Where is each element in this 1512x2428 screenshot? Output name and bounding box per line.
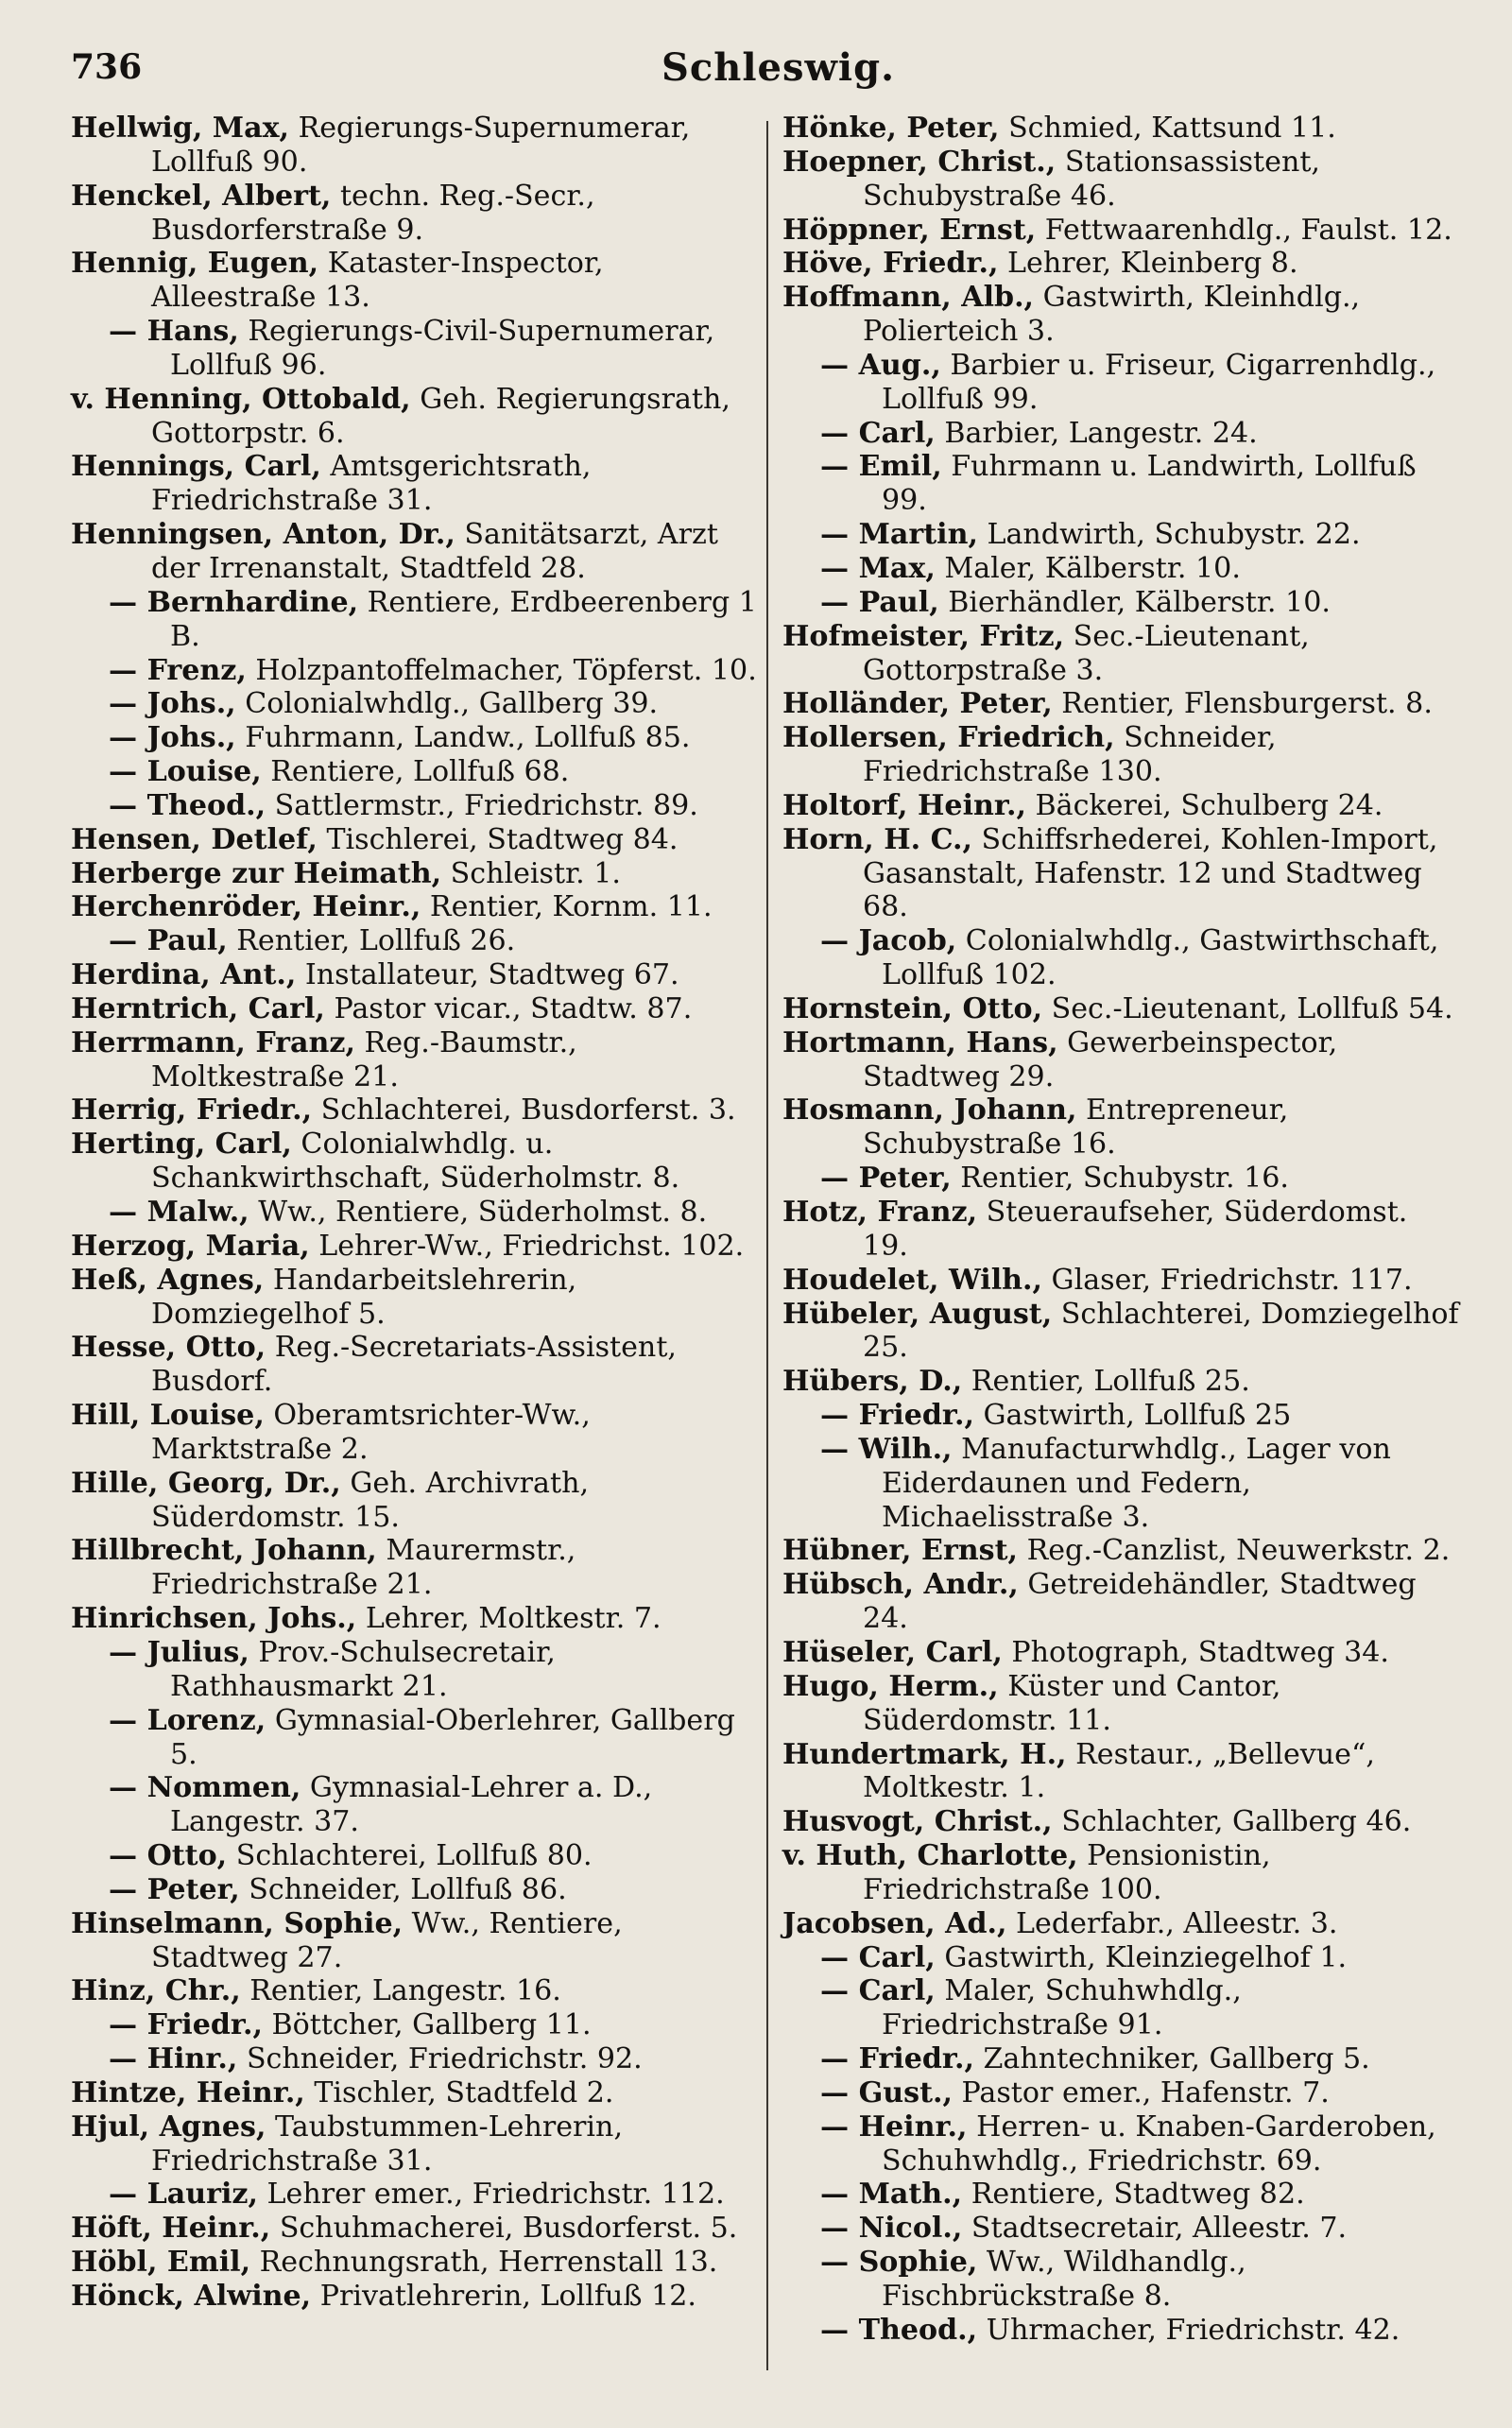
- entry-name: — Heinr.,: [820, 2109, 968, 2144]
- entry-details: Schlachterei, Busdorferst. 3.: [312, 1093, 736, 1128]
- entry-details: Schlachter, Gallberg 46.: [1052, 1805, 1412, 1839]
- entry-name: Hinrichsen, Johs.,: [71, 1602, 357, 1636]
- left-column: [71, 112, 761, 2314]
- directory-entry: [71, 1128, 761, 1196]
- entry-details: Rentiere, Lollfuß 68.: [261, 755, 570, 789]
- entry-name: — Friedr.,: [820, 1399, 974, 1433]
- entry-details: Schlachterei, Domziegelhof 25.: [863, 1297, 1459, 1365]
- entry-details: Schneider, Lollfuß 86.: [239, 1872, 567, 1906]
- entry-name: Hübsch, Andr.,: [782, 1568, 1019, 1602]
- entry-name: — Frenz,: [109, 653, 247, 687]
- column-divider: [766, 121, 768, 2370]
- entry-name: Hübers, D.,: [782, 1365, 963, 1399]
- entry-name: — Aug.,: [820, 348, 941, 382]
- entry-details: Colonialwhdlg., Gastwirthschaft, Lollfuß 102.: [882, 924, 1439, 992]
- entry-details: Sanitätsarzt, Arzt der Irrenanstalt, Stadtfeld 28.: [151, 518, 718, 585]
- directory-entry: [782, 1941, 1459, 1975]
- entry-details: Kataster-Inspector, Alleestraße 13.: [151, 247, 604, 315]
- entry-details: Handarbeitslehrerin, Domziegelhof 5.: [151, 1263, 577, 1331]
- entry-name: Herberge zur Heimath,: [71, 856, 442, 890]
- directory-entry: [782, 146, 1459, 214]
- entry-name: Hennig, Eugen,: [71, 247, 319, 281]
- entry-name: Hintze, Heinr.,: [71, 2075, 305, 2109]
- entry-name: Hellwig, Max,: [71, 112, 290, 145]
- entry-name: Heß, Agnes,: [71, 1263, 265, 1297]
- entry-details: techn. Reg.-Secr., Busdorferstraße 9.: [151, 179, 595, 247]
- directory-entry: [782, 1974, 1459, 2042]
- entry-details: Reg.-Canzlist, Neuwerkstr. 2.: [1018, 1534, 1451, 1568]
- entry-details: Rentier, Schubystr. 16.: [951, 1162, 1289, 1196]
- directory-entry: [71, 992, 761, 1026]
- entry-name: — Theod.,: [109, 788, 266, 822]
- entry-name: — Carl,: [820, 1940, 936, 1974]
- directory-entry: [782, 247, 1459, 281]
- directory-entry: [71, 1636, 761, 1704]
- directory-entry: [71, 586, 761, 654]
- directory-entry: [71, 755, 761, 789]
- directory-entry: [71, 1230, 761, 1264]
- entry-details: Entrepreneur, Schubystraße 16.: [863, 1093, 1289, 1162]
- entry-details: Geh. Regierungsrath, Gottorpstr. 6.: [151, 382, 730, 450]
- entry-details: Schleistr. 1.: [441, 856, 621, 890]
- entry-details: Herren- u. Knaben-Garderoben, Schuhwhdlg., Friedrichstr. 69.: [882, 2109, 1436, 2178]
- entry-details: Landwirth, Schubystr. 22.: [977, 518, 1361, 552]
- entry-name: Hübner, Ernst,: [782, 1534, 1018, 1568]
- entry-details: Pastor vicar., Stadtw. 87.: [324, 991, 693, 1025]
- entry-details: Reg.-Baumstr., Moltkestraße 21.: [151, 1025, 577, 1093]
- directory-entry: [782, 450, 1459, 518]
- directory-entry: [782, 1534, 1459, 1568]
- entry-name: v. Henning, Ottobald,: [71, 382, 411, 416]
- entry-name: — Lauriz,: [109, 2178, 258, 2212]
- entry-details: Schneider, Friedrichstr. 92.: [237, 2042, 643, 2076]
- entry-details: Rentier, Langestr. 16.: [240, 1974, 561, 2008]
- entry-name: Hoffmann, Alb.,: [782, 281, 1035, 315]
- entry-details: Gastwirth, Lollfuß 25: [973, 1399, 1292, 1433]
- directory-entry: [782, 518, 1459, 552]
- directory-entry: [782, 586, 1459, 620]
- entry-name: — Hinr.,: [109, 2042, 238, 2076]
- entry-name: — Malw.,: [109, 1196, 249, 1229]
- entry-name: — Theod.,: [820, 2313, 978, 2347]
- directory-entry: [782, 349, 1459, 417]
- directory-entry: [782, 721, 1459, 789]
- directory-entry: [71, 857, 761, 891]
- entry-name: Herchenröder, Heinr.,: [71, 890, 421, 924]
- entry-name: — Bernhardine,: [109, 585, 359, 619]
- entry-details: Bierhändler, Kälberstr. 10.: [938, 585, 1331, 619]
- directory-entry: [71, 1839, 761, 1873]
- entry-name: — Johs.,: [109, 687, 236, 721]
- right-column: [782, 112, 1459, 2348]
- directory-entry: [782, 2178, 1459, 2212]
- entry-details: Küster und Cantor, Süderdomstr. 11.: [863, 1669, 1281, 1737]
- directory-entry: [71, 1196, 761, 1230]
- entry-name: Holländer, Peter,: [782, 687, 1053, 721]
- entry-details: Rechnungsrath, Herrenstall 13.: [250, 2246, 718, 2280]
- directory-entry: [71, 654, 761, 688]
- entry-name: Herdina, Ant.,: [71, 958, 297, 992]
- entry-name: Hill, Louise,: [71, 1399, 265, 1433]
- entry-details: Ww., Wildhandlg., Fischbrückstraße 8.: [882, 2246, 1246, 2313]
- directory-entry: [782, 1196, 1459, 1264]
- entry-name: Houdelet, Wilh.,: [782, 1263, 1042, 1297]
- entry-details: Prov.-Schulsecretair, Rathhausmarkt 21.: [170, 1635, 556, 1703]
- entry-details: Colonialwhdlg., Gallberg 39.: [235, 687, 659, 721]
- directory-entry: [782, 1298, 1459, 1366]
- entry-details: Lederfabr., Alleestr. 3.: [1006, 1906, 1338, 1940]
- entry-name: Höve, Friedr.,: [782, 247, 999, 281]
- entry-details: Amtsgerichtsrath, Friedrichstraße 31.: [151, 450, 592, 518]
- entry-details: Rentiere, Stadtweg 82.: [962, 2178, 1305, 2212]
- entry-details: Maler, Schuhwhdlg., Friedrichstraße 91.: [882, 1974, 1242, 2042]
- directory-entry: [782, 1636, 1459, 1670]
- entry-details: Taubstummen-Lehrerin, Friedrichstraße 31.: [151, 2109, 624, 2178]
- entry-details: Colonialwhdlg. u. Schankwirthschaft, Süderholmstr. 8.: [151, 1128, 680, 1196]
- entry-details: Regierungs-Civil-Supernumerar, Lollfuß 96.: [170, 315, 715, 382]
- entry-name: Hübeler, August,: [782, 1297, 1053, 1331]
- directory-entry: [71, 1771, 761, 1839]
- entry-name: — Johs.,: [109, 721, 236, 755]
- entry-name: Hosmann, Johann,: [782, 1093, 1077, 1128]
- entry-name: — Carl,: [820, 1974, 936, 2008]
- entry-name: Herzog, Maria,: [71, 1229, 310, 1263]
- entry-name: Hoepner, Christ.,: [782, 145, 1057, 179]
- entry-details: Gastwirth, Kleinhdlg., Polierteich 3.: [863, 281, 1361, 349]
- entry-details: Rentier, Lollfuß 25.: [962, 1365, 1250, 1399]
- directory-entry: [782, 2314, 1459, 2348]
- directory-entry: [782, 112, 1459, 146]
- entry-name: Henckel, Albert,: [71, 179, 332, 213]
- entry-name: — Jacob,: [820, 924, 957, 958]
- entry-name: Holtorf, Heinr.,: [782, 788, 1026, 822]
- entry-details: Schuhmacherei, Busdorferst. 5.: [270, 2212, 738, 2246]
- directory-entry: [71, 1704, 761, 1772]
- entry-details: Privatlehrerin, Lollfuß 12.: [311, 2280, 696, 2313]
- directory-entry: [71, 789, 761, 823]
- entry-name: Hofmeister, Fritz,: [782, 619, 1065, 653]
- entry-details: Fettwaarenhdlg., Faulst. 12.: [1036, 213, 1452, 247]
- directory-entry: [782, 2042, 1459, 2076]
- entry-name: — Carl,: [820, 416, 936, 450]
- directory-entry: [71, 958, 761, 992]
- entry-details: Installateur, Stadtweg 67.: [296, 958, 679, 992]
- directory-entry: [71, 1331, 761, 1399]
- directory-entry: [782, 1162, 1459, 1196]
- directory-entry: [782, 1433, 1459, 1535]
- directory-entry: [782, 789, 1459, 823]
- entry-name: — Max,: [820, 551, 936, 585]
- entry-details: Getreidehändler, Stadtweg 24.: [863, 1568, 1417, 1636]
- entry-details: Pastor emer., Hafenstr. 7.: [952, 2075, 1330, 2109]
- entry-name: — Paul,: [109, 924, 228, 958]
- directory-entry: [71, 1907, 761, 1975]
- entry-name: Husvogt, Christ.,: [782, 1805, 1053, 1839]
- entry-details: Gymnasial-Lehrer a. D., Langestr. 37.: [170, 1771, 653, 1839]
- entry-name: v. Huth, Charlotte,: [782, 1839, 1078, 1873]
- entry-details: Geh. Archivrath, Süderdomstr. 15.: [151, 1466, 590, 1534]
- entry-name: — Hans,: [109, 315, 239, 349]
- entry-details: Fuhrmann u. Landwirth, Lollfuß 99.: [882, 450, 1417, 518]
- entry-details: Sattlermstr., Friedrichstr. 89.: [266, 788, 698, 822]
- entry-details: Schiffsrhederei, Kohlen-Import, Gasanstalt, Hafenstr. 12 und Stadtweg 68.: [863, 822, 1438, 924]
- entry-details: Bäckerei, Schulberg 24.: [1025, 788, 1383, 822]
- entry-name: Herrmann, Franz,: [71, 1025, 355, 1059]
- directory-entry: [71, 890, 761, 924]
- entry-name: Hugo, Herm.,: [782, 1669, 999, 1703]
- directory-entry: [782, 1568, 1459, 1636]
- entry-name: Hönke, Peter,: [782, 112, 1000, 145]
- directory-entry: [71, 315, 761, 383]
- entry-name: Hensen, Detlef,: [71, 822, 318, 856]
- entry-details: Steueraufseher, Süderdomst. 19.: [863, 1196, 1408, 1263]
- entry-name: Höbl, Emil,: [71, 2246, 251, 2280]
- entry-details: Gewerbeinspector, Stadtweg 29.: [863, 1025, 1338, 1093]
- directory-entry: [782, 1093, 1459, 1162]
- directory-entry: [782, 2246, 1459, 2314]
- entry-name: — Lorenz,: [109, 1703, 266, 1737]
- directory-entry: [782, 417, 1459, 451]
- directory-entry: [71, 518, 761, 586]
- entry-details: Gymnasial-Oberlehrer, Gallberg 5.: [170, 1703, 735, 1771]
- directory-entry: [782, 1399, 1459, 1433]
- entry-details: Regierungs-Supernumerar, Lollfuß 90.: [151, 112, 691, 179]
- entry-details: Photograph, Stadtweg 34.: [1002, 1635, 1389, 1669]
- entry-details: Fuhrmann, Landw., Lollfuß 85.: [235, 721, 691, 755]
- entry-details: Oberamtsrichter-Ww., Marktstraße 2.: [151, 1399, 591, 1466]
- directory-entry: [71, 2212, 761, 2246]
- entry-details: Holzpantoffelmacher, Töpferst. 10.: [246, 653, 757, 687]
- entry-details: Tischlerei, Stadtweg 84.: [317, 822, 679, 856]
- entry-name: Hornstein, Otto,: [782, 991, 1043, 1025]
- directory-entry: [71, 2110, 761, 2178]
- entry-details: Schlachterei, Lollfuß 80.: [227, 1839, 593, 1873]
- entry-details: Lehrer emer., Friedrichstr. 112.: [257, 2178, 725, 2212]
- entry-name: — Friedr.,: [109, 2008, 263, 2042]
- entry-details: Lehrer, Kleinberg 8.: [998, 247, 1298, 281]
- entry-details: Sec.-Lieutenant, Gottorpstraße 3.: [863, 619, 1310, 687]
- entry-name: Horn, H. C.,: [782, 822, 972, 856]
- directory-entry: [782, 687, 1459, 721]
- entry-details: Gastwirth, Kleinziegelhof 1.: [935, 1940, 1348, 1974]
- entry-name: — Gust.,: [820, 2075, 953, 2109]
- page-number: 736: [71, 47, 143, 87]
- entry-name: Hillbrecht, Johann,: [71, 1534, 377, 1568]
- directory-entry: [71, 1974, 761, 2008]
- entry-details: Zahntechniker, Gallberg 5.: [973, 2042, 1370, 2076]
- directory-entry: [782, 552, 1459, 586]
- entry-name: Hennings, Carl,: [71, 450, 321, 484]
- directory-entry: [71, 1093, 761, 1128]
- entry-name: — Emil,: [820, 450, 942, 484]
- directory-entry: [71, 1602, 761, 1636]
- entry-name: Henningsen, Anton, Dr.,: [71, 518, 455, 552]
- entry-name: — Louise,: [109, 755, 262, 789]
- entry-name: — Martin,: [820, 518, 978, 552]
- entry-name: — Math.,: [820, 2178, 963, 2212]
- entry-name: Hollersen, Friedrich,: [782, 721, 1115, 755]
- entry-details: Lehrer, Moltkestr. 7.: [356, 1602, 662, 1636]
- entry-details: Stationsassistent, Schubystraße 46.: [863, 145, 1320, 213]
- directory-entry: [782, 1670, 1459, 1738]
- entry-name: Herting, Carl,: [71, 1128, 292, 1162]
- entry-name: Hinz, Chr.,: [71, 1974, 241, 2008]
- directory-entry: [782, 620, 1459, 688]
- page-header: [0, 0, 1512, 104]
- entry-details: Schmied, Kattsund 11.: [999, 112, 1336, 145]
- directory-entry: [71, 823, 761, 857]
- directory-entry: [71, 1399, 761, 1467]
- entry-details: Böttcher, Gallberg 11.: [262, 2008, 592, 2042]
- entry-details: Reg.-Secretariats-Assistent, Busdorf.: [151, 1331, 677, 1399]
- directory-entry: [782, 2110, 1459, 2178]
- entry-details: Rentier, Kornm. 11.: [421, 890, 713, 924]
- entry-details: Ww., Rentiere, Süderholmst. 8.: [249, 1196, 708, 1229]
- directory-entry: [71, 924, 761, 958]
- directory-entry: [782, 924, 1459, 992]
- entry-details: Rentier, Lollfuß 26.: [227, 924, 516, 958]
- directory-entry: [71, 2008, 761, 2042]
- directory-entry: [71, 1534, 761, 1602]
- entry-name: Hundertmark, H.,: [782, 1737, 1067, 1771]
- entry-name: — Peter,: [109, 1872, 240, 1906]
- entry-details: Lehrer-Ww., Friedrichst. 102.: [309, 1229, 745, 1263]
- directory-entry: [782, 1805, 1459, 1839]
- entry-name: Hortmann, Hans,: [782, 1025, 1058, 1059]
- entry-name: Herrig, Friedr.,: [71, 1093, 313, 1128]
- entry-name: Höppner, Ernst,: [782, 213, 1037, 247]
- entry-details: Barbier, Langestr. 24.: [935, 416, 1258, 450]
- directory-entry: [71, 112, 761, 180]
- directory-entry: [71, 2246, 761, 2280]
- entry-details: Ww., Rentiere, Stadtweg 27.: [151, 1906, 623, 1974]
- entry-name: — Nommen,: [109, 1771, 301, 1805]
- directory-entry: [782, 1264, 1459, 1298]
- entry-name: — Friedr.,: [820, 2042, 974, 2076]
- entry-name: Hjul, Agnes,: [71, 2109, 266, 2144]
- directory-entry: [782, 823, 1459, 925]
- entry-name: — Julius,: [109, 1635, 249, 1669]
- entry-details: Barbier u. Friseur, Cigarrenhdlg., Lollfuß 99.: [882, 348, 1436, 416]
- entry-details: Pensionistin, Friedrichstraße 100.: [863, 1839, 1271, 1906]
- entry-details: Restaur., „Bellevue“, Moltkestr. 1.: [863, 1737, 1375, 1805]
- directory-entry: [782, 1907, 1459, 1941]
- entry-details: Tischler, Stadtfeld 2.: [304, 2075, 614, 2109]
- entry-details: Maurermstr., Friedrichstraße 21.: [151, 1534, 576, 1602]
- running-head: Schleswig.: [662, 45, 896, 90]
- directory-entry: [71, 1873, 761, 1907]
- entry-details: Sec.-Lieutenant, Lollfuß 54.: [1042, 991, 1453, 1025]
- directory-entry: [782, 281, 1459, 349]
- directory-entry: [71, 687, 761, 721]
- entry-details: Stadtsecretair, Alleestr. 7.: [962, 2212, 1348, 2246]
- entry-details: Rentiere, Erdbeerenberg 1 B.: [170, 585, 757, 653]
- entry-details: Manufacturwhdlg., Lager von Eiderdaunen und Federn, Michaelisstraße 3.: [882, 1432, 1391, 1534]
- entry-name: — Nicol.,: [820, 2212, 963, 2246]
- entry-name: — Paul,: [820, 585, 939, 619]
- directory-entry: [71, 2076, 761, 2110]
- entry-details: Rentier, Flensburgerst. 8.: [1052, 687, 1433, 721]
- directory-entry: [71, 1467, 761, 1535]
- entry-name: — Otto,: [109, 1839, 228, 1873]
- directory-entry: [782, 214, 1459, 248]
- directory-entry: [71, 2042, 761, 2076]
- directory-entry: [71, 450, 761, 518]
- entry-details: Glaser, Friedrichstr. 117.: [1041, 1263, 1413, 1297]
- entry-name: Hotz, Franz,: [782, 1196, 978, 1229]
- entry-name: Hönck, Alwine,: [71, 2280, 312, 2313]
- entry-name: Hüseler, Carl,: [782, 1635, 1003, 1669]
- entry-details: Uhrmacher, Friedrichstr. 42.: [977, 2313, 1400, 2347]
- entry-details: Schneider, Friedrichstraße 130.: [863, 721, 1277, 789]
- entry-name: Höft, Heinr.,: [71, 2212, 271, 2246]
- directory-entry: [71, 721, 761, 755]
- directory-entry: [782, 1839, 1459, 1907]
- directory-entry: [71, 180, 761, 248]
- directory-entry: [782, 2076, 1459, 2110]
- entry-name: Hesse, Otto,: [71, 1331, 266, 1365]
- directory-entry: [782, 992, 1459, 1026]
- entry-name: — Wilh.,: [820, 1432, 953, 1466]
- entry-name: Hinselmann, Sophie,: [71, 1906, 404, 1940]
- directory-entry: [71, 383, 761, 451]
- directory-entry: [782, 1738, 1459, 1806]
- directory-entry: [782, 1026, 1459, 1094]
- directory-entry: [782, 1365, 1459, 1399]
- entry-name: — Peter,: [820, 1162, 952, 1196]
- directory-entry: [71, 2178, 761, 2212]
- directory-entry: [71, 2280, 761, 2314]
- entry-name: — Sophie,: [820, 2246, 978, 2280]
- entry-name: Jacobsen, Ad.,: [782, 1906, 1007, 1940]
- entry-name: Hille, Georg, Dr.,: [71, 1466, 341, 1500]
- directory-entry: [71, 247, 761, 315]
- directory-entry: [71, 1026, 761, 1094]
- entry-details: Maler, Kälberstr. 10.: [935, 551, 1241, 585]
- directory-entry: [71, 1264, 761, 1332]
- directory-entry: [782, 2212, 1459, 2246]
- entry-name: Herntrich, Carl,: [71, 991, 325, 1025]
